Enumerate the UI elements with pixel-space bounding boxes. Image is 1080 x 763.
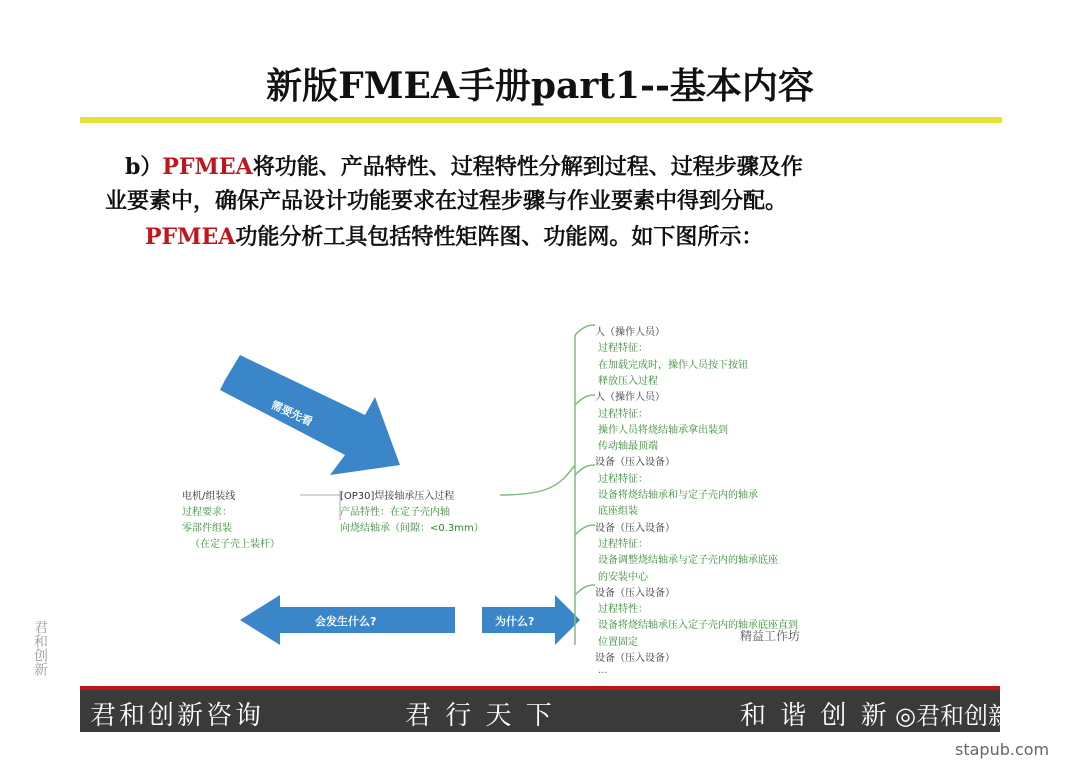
function-net-diagram: [170, 265, 1070, 677]
right-item: 设备（压入设备）: [595, 457, 675, 469]
wechat-label: 君和创新: [915, 702, 1012, 730]
pfmea-term: PFMEA: [162, 154, 253, 180]
slide-title: 新版FMEA手册part1--基本内容: [266, 65, 814, 107]
right-item: 在加载完成时，操作人员按下按钮: [598, 359, 748, 371]
left-arrow-label: 会发生什么?: [315, 615, 377, 628]
right-item: 过程特征：: [598, 343, 648, 355]
footer-center: 君 行 天 下: [405, 701, 555, 731]
right-item: 设备（压入设备）: [595, 522, 675, 534]
right-item: 人（操作人员）: [595, 327, 665, 338]
right-item: 过程特征：: [598, 408, 648, 420]
side-watermark: 君和创新: [32, 620, 48, 676]
title-underline: [80, 117, 1002, 123]
tree-branch: [575, 325, 595, 595]
wechat-account: [895, 696, 1012, 731]
right-item: 过程特性：: [598, 604, 648, 616]
right-item: 设备（压入设备）: [595, 653, 675, 664]
paragraph-line-3: [145, 220, 763, 251]
wechat-icon: ◎: [895, 702, 916, 730]
paragraph-line-1: [125, 150, 803, 181]
center-node-line: 向烧结轴承（间隙：<0.3mm）: [340, 523, 484, 534]
center-node-line: 产品特性：在定子壳内轴: [340, 507, 450, 518]
right-item: ...: [598, 665, 608, 677]
right-item: 设备将烧结轴承压入定子壳内的轴承底座直到: [598, 620, 798, 632]
center-node-line: [OP30]焊接轴承压入过程: [340, 491, 455, 502]
right-arrow-label: 为什么?: [495, 615, 535, 628]
right-item: 设备（压入设备）: [595, 587, 675, 599]
left-node-line: 电机/组装线: [182, 491, 236, 502]
right-item: 设备将烧结轴承和与定子壳内的轴承: [598, 490, 758, 501]
right-item: 位置固定: [598, 636, 638, 648]
item-marker: b）: [125, 154, 163, 180]
left-node-line: （在定子壳上装杆）: [190, 539, 280, 550]
footer-bar: [80, 686, 1000, 732]
paragraph-text: 将功能、产品特性、过程特性分解到过程、过程步骤及作: [252, 154, 803, 180]
right-item: 的安装中心: [598, 571, 648, 583]
site-watermark: stapub.com: [955, 740, 1050, 759]
right-item: 人（操作人员）: [595, 392, 665, 404]
left-node-line: 过程要求：: [182, 507, 232, 518]
left-node-line: 零部件组装: [182, 523, 232, 534]
right-item: 底座组装: [598, 506, 638, 518]
right-item: 释放压入过程: [598, 375, 658, 387]
right-item: 传动轴最顶端: [598, 441, 658, 453]
right-item: 过程特征：: [598, 473, 648, 485]
top-arrow-label: 需要先看: [269, 398, 315, 429]
right-item: 过程特征：: [598, 538, 648, 550]
tree-branch: [500, 335, 575, 645]
paragraph-line-2: 业要素中，确保产品设计功能要求在过程步骤与作业要素中得到分配。: [105, 188, 788, 214]
diagram-watermark: 精益工作坊: [740, 629, 801, 643]
pfmea-term: PFMEA: [145, 224, 236, 250]
footer-right: 和 谐 创 新: [740, 701, 890, 731]
paragraph-text: 功能分析工具包括特性矩阵图、功能网。如下图所示：: [235, 224, 764, 250]
right-item: 操作人员将烧结轴承拿出装到: [598, 424, 728, 436]
right-item: 设备调整烧结轴承与定子壳内的轴承底座: [598, 555, 778, 567]
footer-left: 君和创新咨询: [90, 701, 265, 731]
